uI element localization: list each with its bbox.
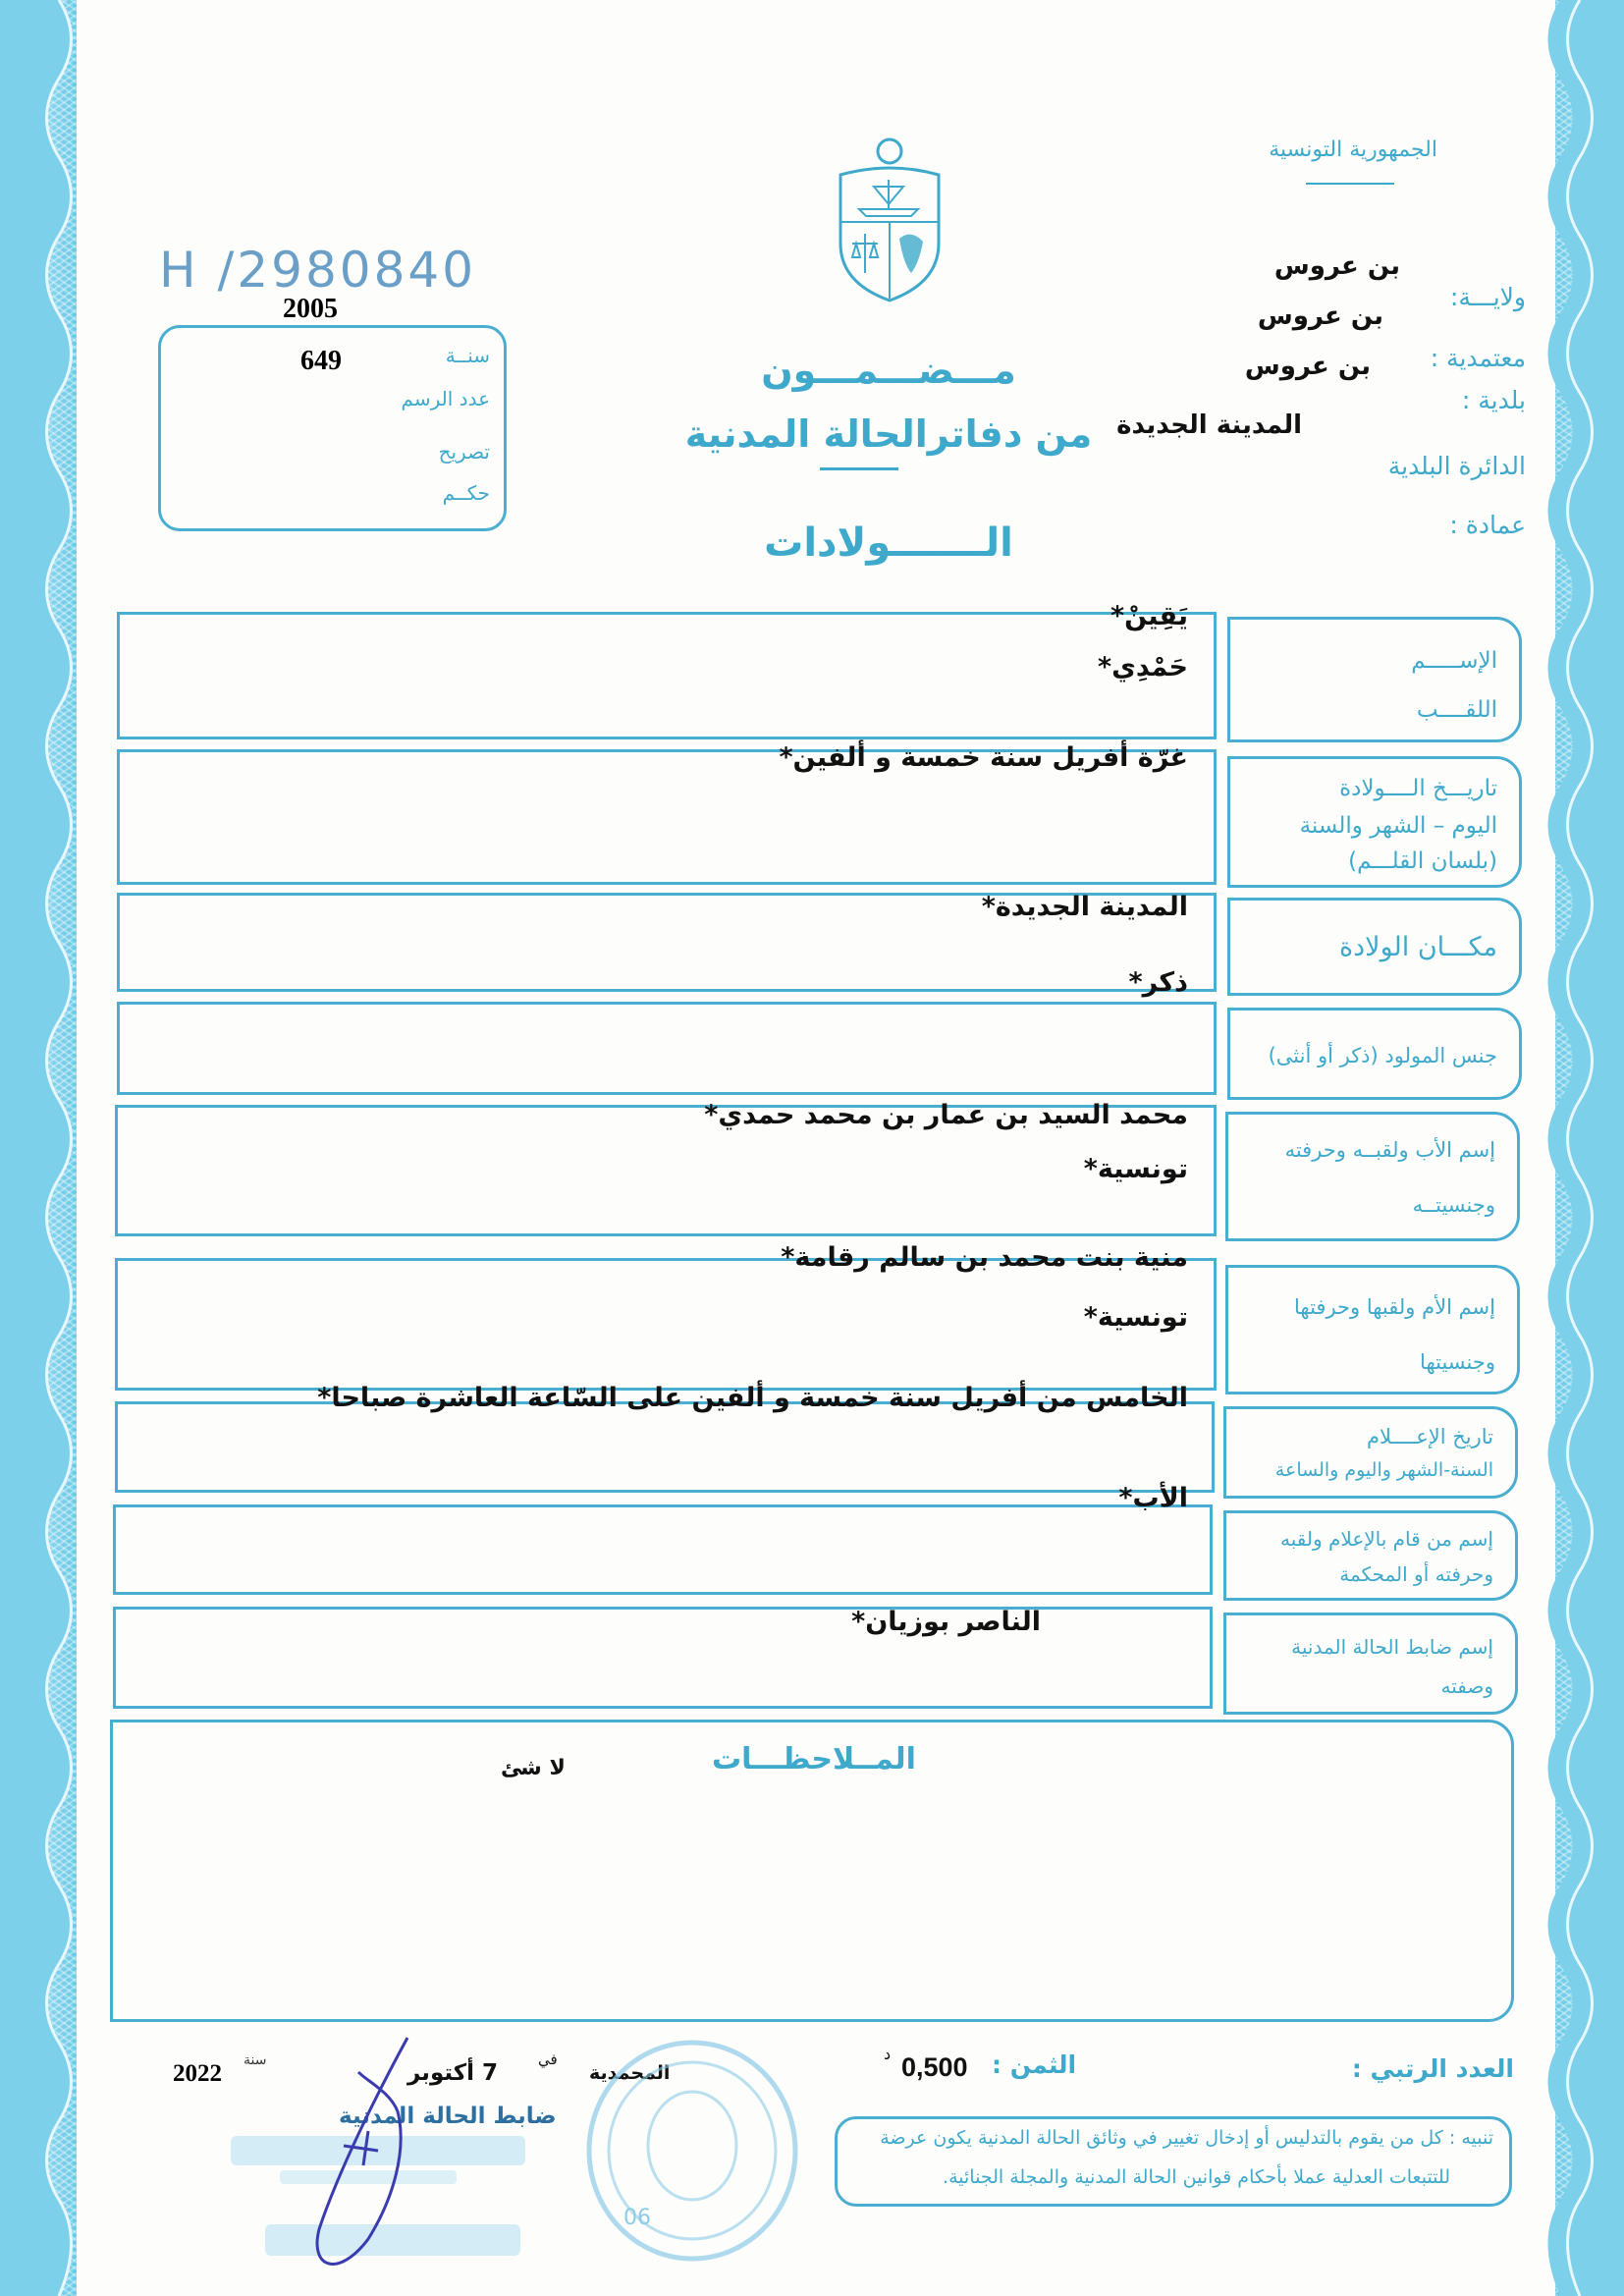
row-declaration-date-value-box xyxy=(115,1401,1215,1493)
title-extract: مـــضـــمـــون xyxy=(761,349,1016,392)
officer-label: إسم ضابط الحالة المدنية xyxy=(1291,1635,1493,1659)
price-value: 0,500 xyxy=(901,2052,968,2082)
municipality-value: بن عروس xyxy=(1244,352,1371,381)
first-name-label: الإســـــم xyxy=(1411,648,1497,674)
row-sex-value-box xyxy=(117,1002,1217,1095)
first-name-value: يَقِينْ* xyxy=(1110,601,1188,631)
issue-date: 7 أكتوبر xyxy=(407,2060,499,2086)
birthplace-label: مكـــان الولادة xyxy=(1339,932,1497,962)
declaration-date-value: الخامس من أفريل سنة خمسة و ألفين على السّاعة العاشرة صباحا* xyxy=(317,1383,1188,1413)
father-nationality-label: وجنسيتــه xyxy=(1412,1193,1495,1217)
republic-heading: الجمهورية التونسية xyxy=(1269,137,1437,162)
serial-order-label: العدد الرتبي : xyxy=(1351,2054,1514,2083)
declaration-date-format-label: السنة-الشهر واليوم والساعة xyxy=(1274,1459,1493,1481)
officer-capacity-label: وصفته xyxy=(1440,1674,1493,1698)
row-declaration-date-label-box xyxy=(1223,1406,1518,1499)
official-stamp-and-signature xyxy=(221,2033,810,2296)
in-label: في xyxy=(538,2050,558,2068)
tunisia-emblem-icon xyxy=(835,136,945,304)
record-number-label: عدد الرسم xyxy=(401,387,490,410)
delegation-label: معتمدية : xyxy=(1430,344,1526,372)
row-father-label-box xyxy=(1225,1112,1520,1241)
issue-place: المحمدية xyxy=(589,2062,671,2084)
notice-line-1: تنبيه : كل من يقوم بالتدليس أو إدخال تغيير في وثائق الحالة المدنية يكون عرضة xyxy=(880,2127,1493,2149)
birthdate-value: غرّة أفريل سنة خمسة و ألفين* xyxy=(779,742,1188,773)
title-births: الـــــــولادات xyxy=(764,520,1013,566)
row-mother-value-box xyxy=(115,1258,1217,1391)
issue-year-label: سنة xyxy=(244,2052,267,2068)
row-officer-value-box xyxy=(113,1607,1213,1709)
father-name-value: محمد السيد بن عمار بن محمد حمدي* xyxy=(704,1100,1188,1130)
surname-label: اللقــــب xyxy=(1416,697,1497,723)
legal-notice-box xyxy=(835,2116,1512,2207)
declaration-date-label: تاريخ الإعــــلام xyxy=(1367,1425,1493,1449)
title-underline xyxy=(820,467,898,470)
price-label: الثمن : xyxy=(992,2050,1077,2079)
declarant-detail-label: وحرفته أو المحكمة xyxy=(1339,1562,1493,1586)
municipality-label: بلدية : xyxy=(1461,386,1526,414)
remarks-label: المــلاحظـــات xyxy=(712,1742,916,1777)
row-sex-label-box xyxy=(1227,1008,1522,1100)
remarks-value: لا شئ xyxy=(501,1756,566,1780)
wilaya-label: ولايـــة: xyxy=(1449,283,1526,311)
row-name-label-box xyxy=(1227,617,1522,742)
remarks-box xyxy=(110,1720,1514,2022)
declarant-value: الأب* xyxy=(1118,1483,1188,1513)
district-label: الدائرة البلدية xyxy=(1387,452,1526,480)
row-birthdate-label-box xyxy=(1227,756,1522,888)
wave-pattern-right xyxy=(1536,0,1624,2296)
birthdate-in-words-label: (بلسان القلـــم) xyxy=(1348,848,1497,874)
officer-title: ضابط الحالة المدنية xyxy=(339,2104,557,2129)
delegation-value: بن عروس xyxy=(1257,301,1383,331)
surname-value: حَمْدِي* xyxy=(1097,652,1188,683)
sex-label: جنس المولود (ذكر أو أنثى) xyxy=(1268,1044,1497,1067)
year-label: سنــة xyxy=(445,344,490,367)
district-value: المدينة الجديدة xyxy=(1116,410,1302,440)
officer-name-value: الناصر بوزيان* xyxy=(851,1607,1041,1637)
birthplace-value: المدينة الجديدة* xyxy=(981,892,1188,922)
row-mother-label-box xyxy=(1225,1265,1520,1394)
row-officer-label-box xyxy=(1223,1613,1518,1715)
declaration-label: تصريح xyxy=(438,440,490,464)
mother-name-value: منية بنت محمد بن سالم رقامة* xyxy=(781,1242,1188,1273)
wave-pattern-left xyxy=(0,0,88,2296)
price-unit: د xyxy=(884,2045,892,2063)
row-name-value-box xyxy=(117,612,1217,739)
row-declarant-label-box xyxy=(1223,1510,1518,1601)
record-box xyxy=(158,325,507,531)
wilaya-value: بن عروس xyxy=(1273,251,1400,281)
issue-year: 2022 xyxy=(173,2060,222,2087)
birthdate-label: تاريـــخ الــــولادة xyxy=(1339,776,1497,801)
mother-nationality-value: تونسية* xyxy=(1083,1302,1188,1333)
notice-line-2: للتتبعات العدلية عملا بأحكام قوانين الحالة المدنية والمجلة الجنائية. xyxy=(943,2166,1450,2188)
birthdate-format-label: اليوم – الشهر والسنة xyxy=(1299,813,1497,839)
mother-nationality-label: وجنسيتها xyxy=(1420,1350,1495,1374)
serial-number: H /2980840 xyxy=(159,242,477,299)
stamp-number: 06 xyxy=(623,2206,651,2230)
judgment-label: حكــم xyxy=(442,481,490,505)
declarant-label: إسم من قام بالإعلام ولقبه xyxy=(1280,1527,1493,1551)
title-civil-registers: من دفاترالحالة المدنية xyxy=(684,412,1093,456)
record-number: 649 xyxy=(300,346,342,376)
heading-divider xyxy=(1306,183,1394,185)
row-birthplace-label-box xyxy=(1227,898,1522,996)
sex-value: ذكر* xyxy=(1128,967,1188,998)
father-nationality-value: تونسية* xyxy=(1083,1154,1188,1184)
mother-label: إسم الأم ولقبها وحرفتها xyxy=(1294,1295,1495,1319)
record-year: 2005 xyxy=(283,294,338,324)
father-label: إسم الأب ولقبــه وحرفته xyxy=(1284,1138,1495,1162)
row-declarant-value-box xyxy=(113,1504,1213,1595)
omda-label: عمادة : xyxy=(1449,511,1526,539)
